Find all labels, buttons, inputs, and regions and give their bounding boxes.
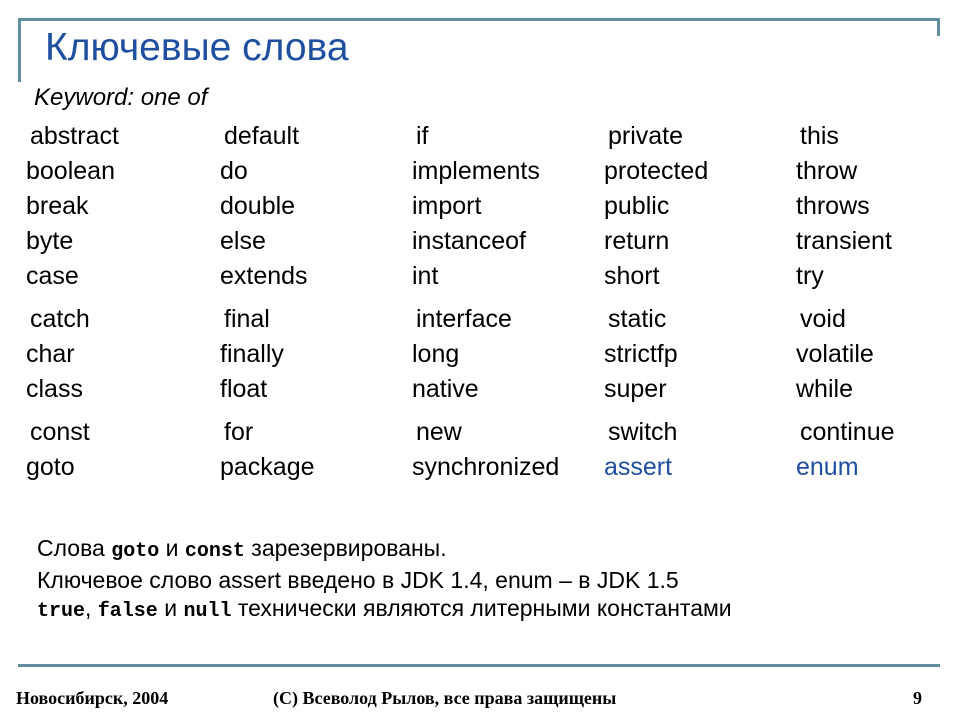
keyword-this: this <box>800 122 839 150</box>
keyword-void: void <box>800 305 846 333</box>
keyword-int: int <box>412 262 439 290</box>
footer-copyright: (С) Всеволод Рылов, все права защищены <box>273 688 617 708</box>
keyword-row <box>26 225 926 260</box>
note-text: технически являются литерными константами <box>231 595 732 621</box>
keyword-goto: goto <box>26 453 75 481</box>
keyword-char: char <box>26 340 75 368</box>
note-reserved-words <box>37 532 732 568</box>
keyword-default: default <box>224 122 300 150</box>
note-text: Слова <box>37 535 112 561</box>
keyword-class: class <box>26 375 83 403</box>
keyword-row <box>26 303 926 338</box>
slide-frame-bottom <box>18 664 940 667</box>
keyword-static: static <box>608 305 667 333</box>
keyword-super: super <box>604 375 667 403</box>
keyword-row <box>26 338 926 373</box>
keyword-float: float <box>220 375 268 403</box>
keyword-implements: implements <box>412 157 540 185</box>
keyword-row <box>26 155 926 190</box>
keyword-transient: transient <box>796 227 892 255</box>
keyword-const: const <box>30 418 90 446</box>
code-false: false <box>97 600 158 623</box>
keyword-interface: interface <box>416 305 512 333</box>
keyword-group <box>26 303 926 408</box>
keyword-final: final <box>224 305 270 333</box>
keyword-switch: switch <box>608 418 678 446</box>
keyword-grid <box>26 120 926 494</box>
keyword-instanceof: instanceof <box>412 227 526 255</box>
keyword-row <box>26 451 926 486</box>
page-number: 9 <box>913 688 922 708</box>
keyword-volatile: volatile <box>796 340 874 368</box>
notes <box>37 532 732 628</box>
keyword-try: try <box>796 262 824 290</box>
keyword-enum: enum <box>796 453 859 481</box>
keyword-extends: extends <box>220 262 308 290</box>
code-true: true <box>37 600 86 623</box>
keyword-do: do <box>220 157 248 185</box>
keyword-catch: catch <box>30 305 90 333</box>
keyword-new: new <box>416 418 462 446</box>
slide-title: Ключевые слова <box>45 26 349 69</box>
note-text: , <box>85 595 98 621</box>
keyword-private: private <box>608 122 684 150</box>
keyword-native: native <box>412 375 479 403</box>
keyword-assert: assert <box>604 453 673 481</box>
slide-frame-right <box>937 18 940 36</box>
keyword-double: double <box>220 192 296 220</box>
keyword-else: else <box>220 227 266 255</box>
keyword-strictfp: strictfp <box>604 340 678 368</box>
keyword-continue: continue <box>800 418 895 446</box>
keyword-import: import <box>412 192 482 220</box>
keyword-if: if <box>416 122 429 150</box>
note-jdk-versions: Ключевое слово assert введено в JDK 1.4, enum – в JDK 1.5 <box>37 567 679 593</box>
slide-frame-top <box>18 18 940 21</box>
note-text: и <box>159 535 185 561</box>
code-const: const <box>184 540 245 563</box>
keyword-return: return <box>604 227 670 255</box>
keyword-long: long <box>412 340 460 368</box>
keyword-break: break <box>26 192 89 220</box>
keyword-row <box>26 190 926 225</box>
note-literal-constants <box>37 592 732 628</box>
note-text: зарезервированы. <box>244 535 447 561</box>
keyword-row <box>26 260 926 295</box>
keyword-case: case <box>26 262 79 290</box>
keyword-byte: byte <box>26 227 74 255</box>
keyword-row <box>26 120 926 155</box>
keyword-protected: protected <box>604 157 709 185</box>
code-goto: goto <box>111 540 160 563</box>
code-null: null <box>183 600 232 623</box>
keyword-row <box>26 373 926 408</box>
keyword-synchronized: synchronized <box>412 453 560 481</box>
keyword-short: short <box>604 262 660 290</box>
keyword-subtitle: Keyword: one of <box>34 84 208 111</box>
keyword-finally: finally <box>220 340 284 368</box>
keyword-public: public <box>604 192 670 220</box>
keyword-boolean: boolean <box>26 157 115 185</box>
slide-frame-left <box>18 18 21 82</box>
keyword-group <box>26 120 926 295</box>
keyword-abstract: abstract <box>30 122 119 150</box>
keyword-while: while <box>796 375 853 403</box>
keyword-for: for <box>224 418 254 446</box>
keyword-package: package <box>220 453 315 481</box>
keyword-throws: throws <box>796 192 870 220</box>
keyword-throw: throw <box>796 157 858 185</box>
footer-location: Новосибирск, 2004 <box>16 688 169 708</box>
note-text: и <box>157 595 184 621</box>
keyword-group <box>26 416 926 486</box>
keyword-row <box>26 416 926 451</box>
